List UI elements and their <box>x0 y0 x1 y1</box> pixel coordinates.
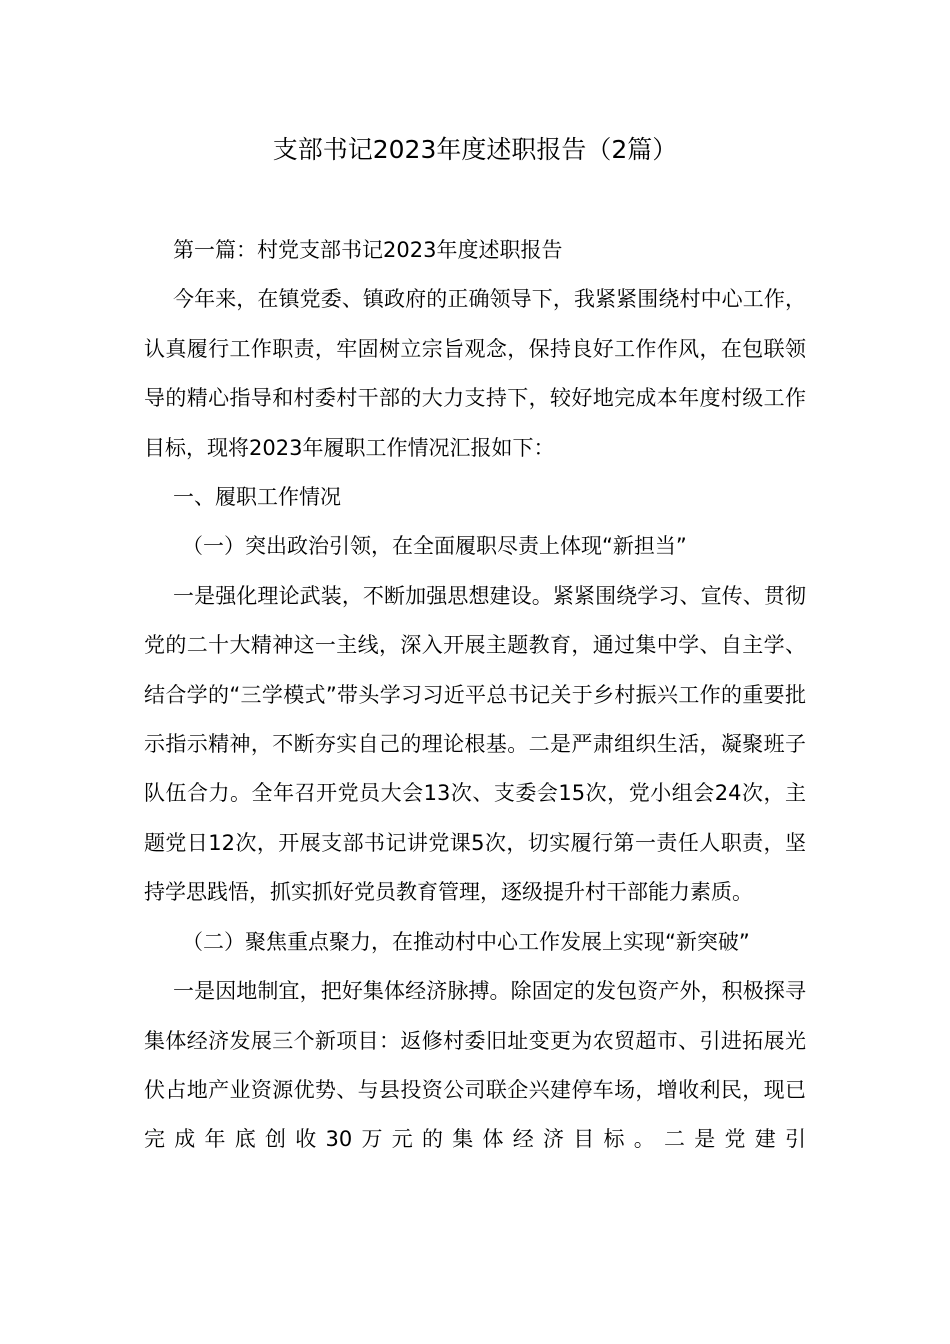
paragraph-subheading-1: （一）突出政治引领，在全面履职尽责上体现“新担当” <box>182 534 687 559</box>
paragraph-body-2: 一是因地制宜，把好集体经济脉搏。除固定的发包资产外，积极探寻集体经济发展三个新项目：返修村委旧址变更为农贸超市、引进拓展光伏占地产业资源优势、与县投资公司联企兴建停车场，增收利民，现已完成年底创收30万元的集体经济目标。二是党建引 <box>144 979 806 1152</box>
paragraph-intro: 今年来，在镇党委、镇政府的正确领导下，我紧紧围绕村中心工作，认真履行工作职责，牢固树立宗旨观念，保持良好工作作风，在包联领导的精心指导和村委村干部的大力支持下，较好地完成本年度村级工作目标，现将2023年履职工作情况汇报如下： <box>144 287 806 460</box>
document-body <box>144 226 806 1165</box>
paragraph-heading-1: 一、履职工作情况 <box>173 485 341 510</box>
paragraph-subheading-2: （二）聚焦重点聚力，在推动村中心工作发展上实现“新突破” <box>182 929 750 954</box>
paragraph-body-1: 一是强化理论武装，不断加强思想建设。紧紧围绕学习、宣传、贯彻党的二十大精神这一主线，深入开展主题教育，通过集中学、自主学、结合学的“三学模式”带头学习习近平总书记关于乡村振兴工作的重要批示指示精神，不断夯实自己的理论根基。二是严肃组织生活，凝聚班子队伍合力。全年召开党员大会13次、支委会15次，党小组会24次，主题党日12次，开展支部书记讲党课5次，切实履行第一责任人职责，坚持学思践悟，抓实抓好党员教育管理，逐级提升村干部能力素质。 <box>144 583 806 905</box>
document-title: 支部书记2023年度述职报告（2篇） <box>272 135 678 164</box>
paragraph-section-heading: 第一篇：村党支部书记2023年度述职报告 <box>173 238 563 262</box>
